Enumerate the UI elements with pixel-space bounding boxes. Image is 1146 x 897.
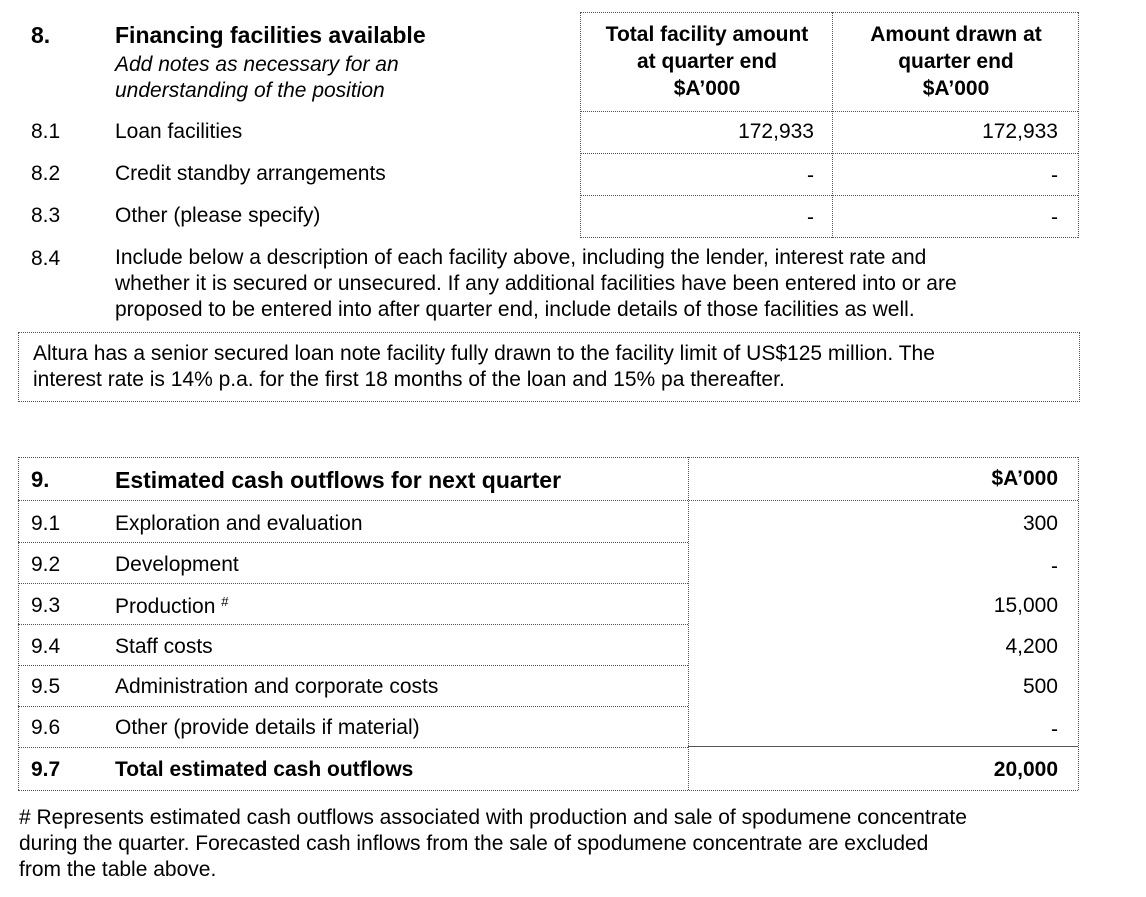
row-9-2-label: Development: [115, 553, 239, 576]
facility-note-text: [33, 341, 1073, 393]
sec8-rule-left: [580, 12, 581, 238]
row-9-1-value: 300: [1022, 512, 1058, 535]
sec9-rule-4: [18, 665, 688, 666]
section-8-title: Financing facilities available: [115, 22, 426, 48]
row-8-2-number: 8.2: [31, 162, 61, 185]
sec9-rule-top: [18, 457, 1078, 458]
col-drawn-header-line1: Amount drawn at: [870, 23, 1042, 46]
sec8-rule-row2: [580, 195, 1078, 196]
sec8-rule-top: [580, 12, 1078, 13]
col-drawn-header-line3: $A’000: [922, 77, 990, 100]
sec8-rule-row1: [580, 153, 1078, 154]
row-9-3-value: 15,000: [993, 594, 1058, 617]
row-8-2-total: -: [807, 164, 814, 187]
sec9-rule-header: [18, 500, 1078, 501]
sec8-rule-mid: [832, 12, 833, 238]
row-9-5-value: 500: [1022, 675, 1058, 698]
row-9-6-value: -: [1051, 718, 1058, 741]
row-9-3-number: 9.3: [31, 594, 61, 617]
col-amount-drawn-header: [834, 21, 1078, 102]
row-9-4-label: Staff costs: [115, 635, 213, 658]
sec9-rule-6: [18, 747, 688, 748]
sec8-rule-header-bottom: [580, 111, 1078, 112]
row-8-4-line3: proposed to be entered into after quarter end, include details of those facilities as well.: [115, 298, 915, 321]
row-9-3-label: Production: [115, 595, 216, 618]
row-9-4-number: 9.4: [31, 635, 61, 658]
col-drawn-header-line2: quarter end: [898, 50, 1014, 73]
row-9-3-footnote-mark: #: [221, 594, 229, 609]
row-9-7-label: Total estimated cash outflows: [115, 758, 414, 781]
facility-note-line1: Altura has a senior secured loan note facility fully drawn to the facility limit of US$125 million. The: [33, 342, 935, 365]
sec9-rule-mid: [688, 457, 689, 790]
row-8-4-description: [115, 245, 1125, 323]
row-8-3-drawn: -: [1051, 206, 1058, 229]
row-8-4-number: 8.4: [31, 247, 61, 270]
row-8-1-total: 172,933: [738, 120, 814, 143]
section-8-number: 8.: [31, 22, 51, 48]
row-8-3-label: Other (please specify): [115, 204, 321, 227]
row-9-5-label: Administration and corporate costs: [115, 675, 439, 698]
row-8-2-label: Credit standby arrangements: [115, 162, 386, 185]
row-8-3-total: -: [807, 206, 814, 229]
sec9-col-header: $A’000: [991, 467, 1058, 490]
facility-note-line2: interest rate is 14% p.a. for the first 18 months of the loan and 15% pa thereafter.: [33, 368, 785, 391]
row-8-4-line1: Include below a description of each facility above, including the lender, interest rate and: [115, 246, 927, 269]
footnote-line1: # Represents estimated cash outflows associated with production and sale of spodumene concentrate: [19, 806, 967, 829]
col-total-facility-header: [582, 21, 832, 102]
row-9-1-number: 9.1: [31, 512, 61, 535]
row-9-4-value: 4,200: [1005, 635, 1058, 658]
row-9-1-label: Exploration and evaluation: [115, 512, 363, 535]
sec8-rule-right: [1078, 12, 1079, 238]
row-8-4-line2: whether it is secured or unsecured. If any additional facilities have been entered into or are: [115, 272, 957, 295]
row-9-2-number: 9.2: [31, 553, 61, 576]
row-8-1-label: Loan facilities: [115, 120, 243, 143]
row-9-5-number: 9.5: [31, 675, 61, 698]
sec9-total-rule: [688, 746, 1078, 747]
row-9-2-value: -: [1051, 555, 1058, 578]
footnote-line2: during the quarter. Forecasted cash inflows from the sale of spodumene concentrate are excluded: [19, 832, 929, 855]
row-8-2-drawn: -: [1051, 164, 1058, 187]
sec9-rule-2: [18, 583, 688, 584]
col-total-header-line1: Total facility amount: [605, 23, 809, 46]
sec8-rule-row3: [580, 237, 1078, 238]
sec9-rule-right: [1078, 457, 1079, 790]
footnote: [19, 805, 1119, 883]
sec9-rule-3: [18, 624, 688, 625]
section-8-subtitle-1: Add notes as necessary for an: [115, 53, 399, 76]
row-8-1-drawn: 172,933: [982, 120, 1058, 143]
section-9-title: Estimated cash outflows for next quarter: [115, 467, 562, 493]
sec9-rule-5: [18, 706, 688, 707]
row-9-7-value: 20,000: [993, 758, 1058, 781]
sec9-rule-bottom: [18, 790, 1078, 791]
row-9-7-number: 9.7: [31, 758, 61, 781]
row-9-6-label: Other (provide details if material): [115, 716, 420, 739]
sec9-rule-1: [18, 542, 688, 543]
section-8-subtitle-2: understanding of the position: [115, 79, 385, 102]
row-9-3-label-wrap: [115, 594, 228, 619]
row-8-3-number: 8.3: [31, 204, 61, 227]
section-9-number: 9.: [31, 467, 50, 492]
row-9-6-number: 9.6: [31, 716, 61, 739]
col-total-header-line3: $A’000: [673, 77, 741, 100]
row-8-1-number: 8.1: [31, 120, 61, 143]
footnote-line3: from the table above.: [19, 858, 217, 881]
col-total-header-line2: at quarter end: [636, 50, 778, 73]
